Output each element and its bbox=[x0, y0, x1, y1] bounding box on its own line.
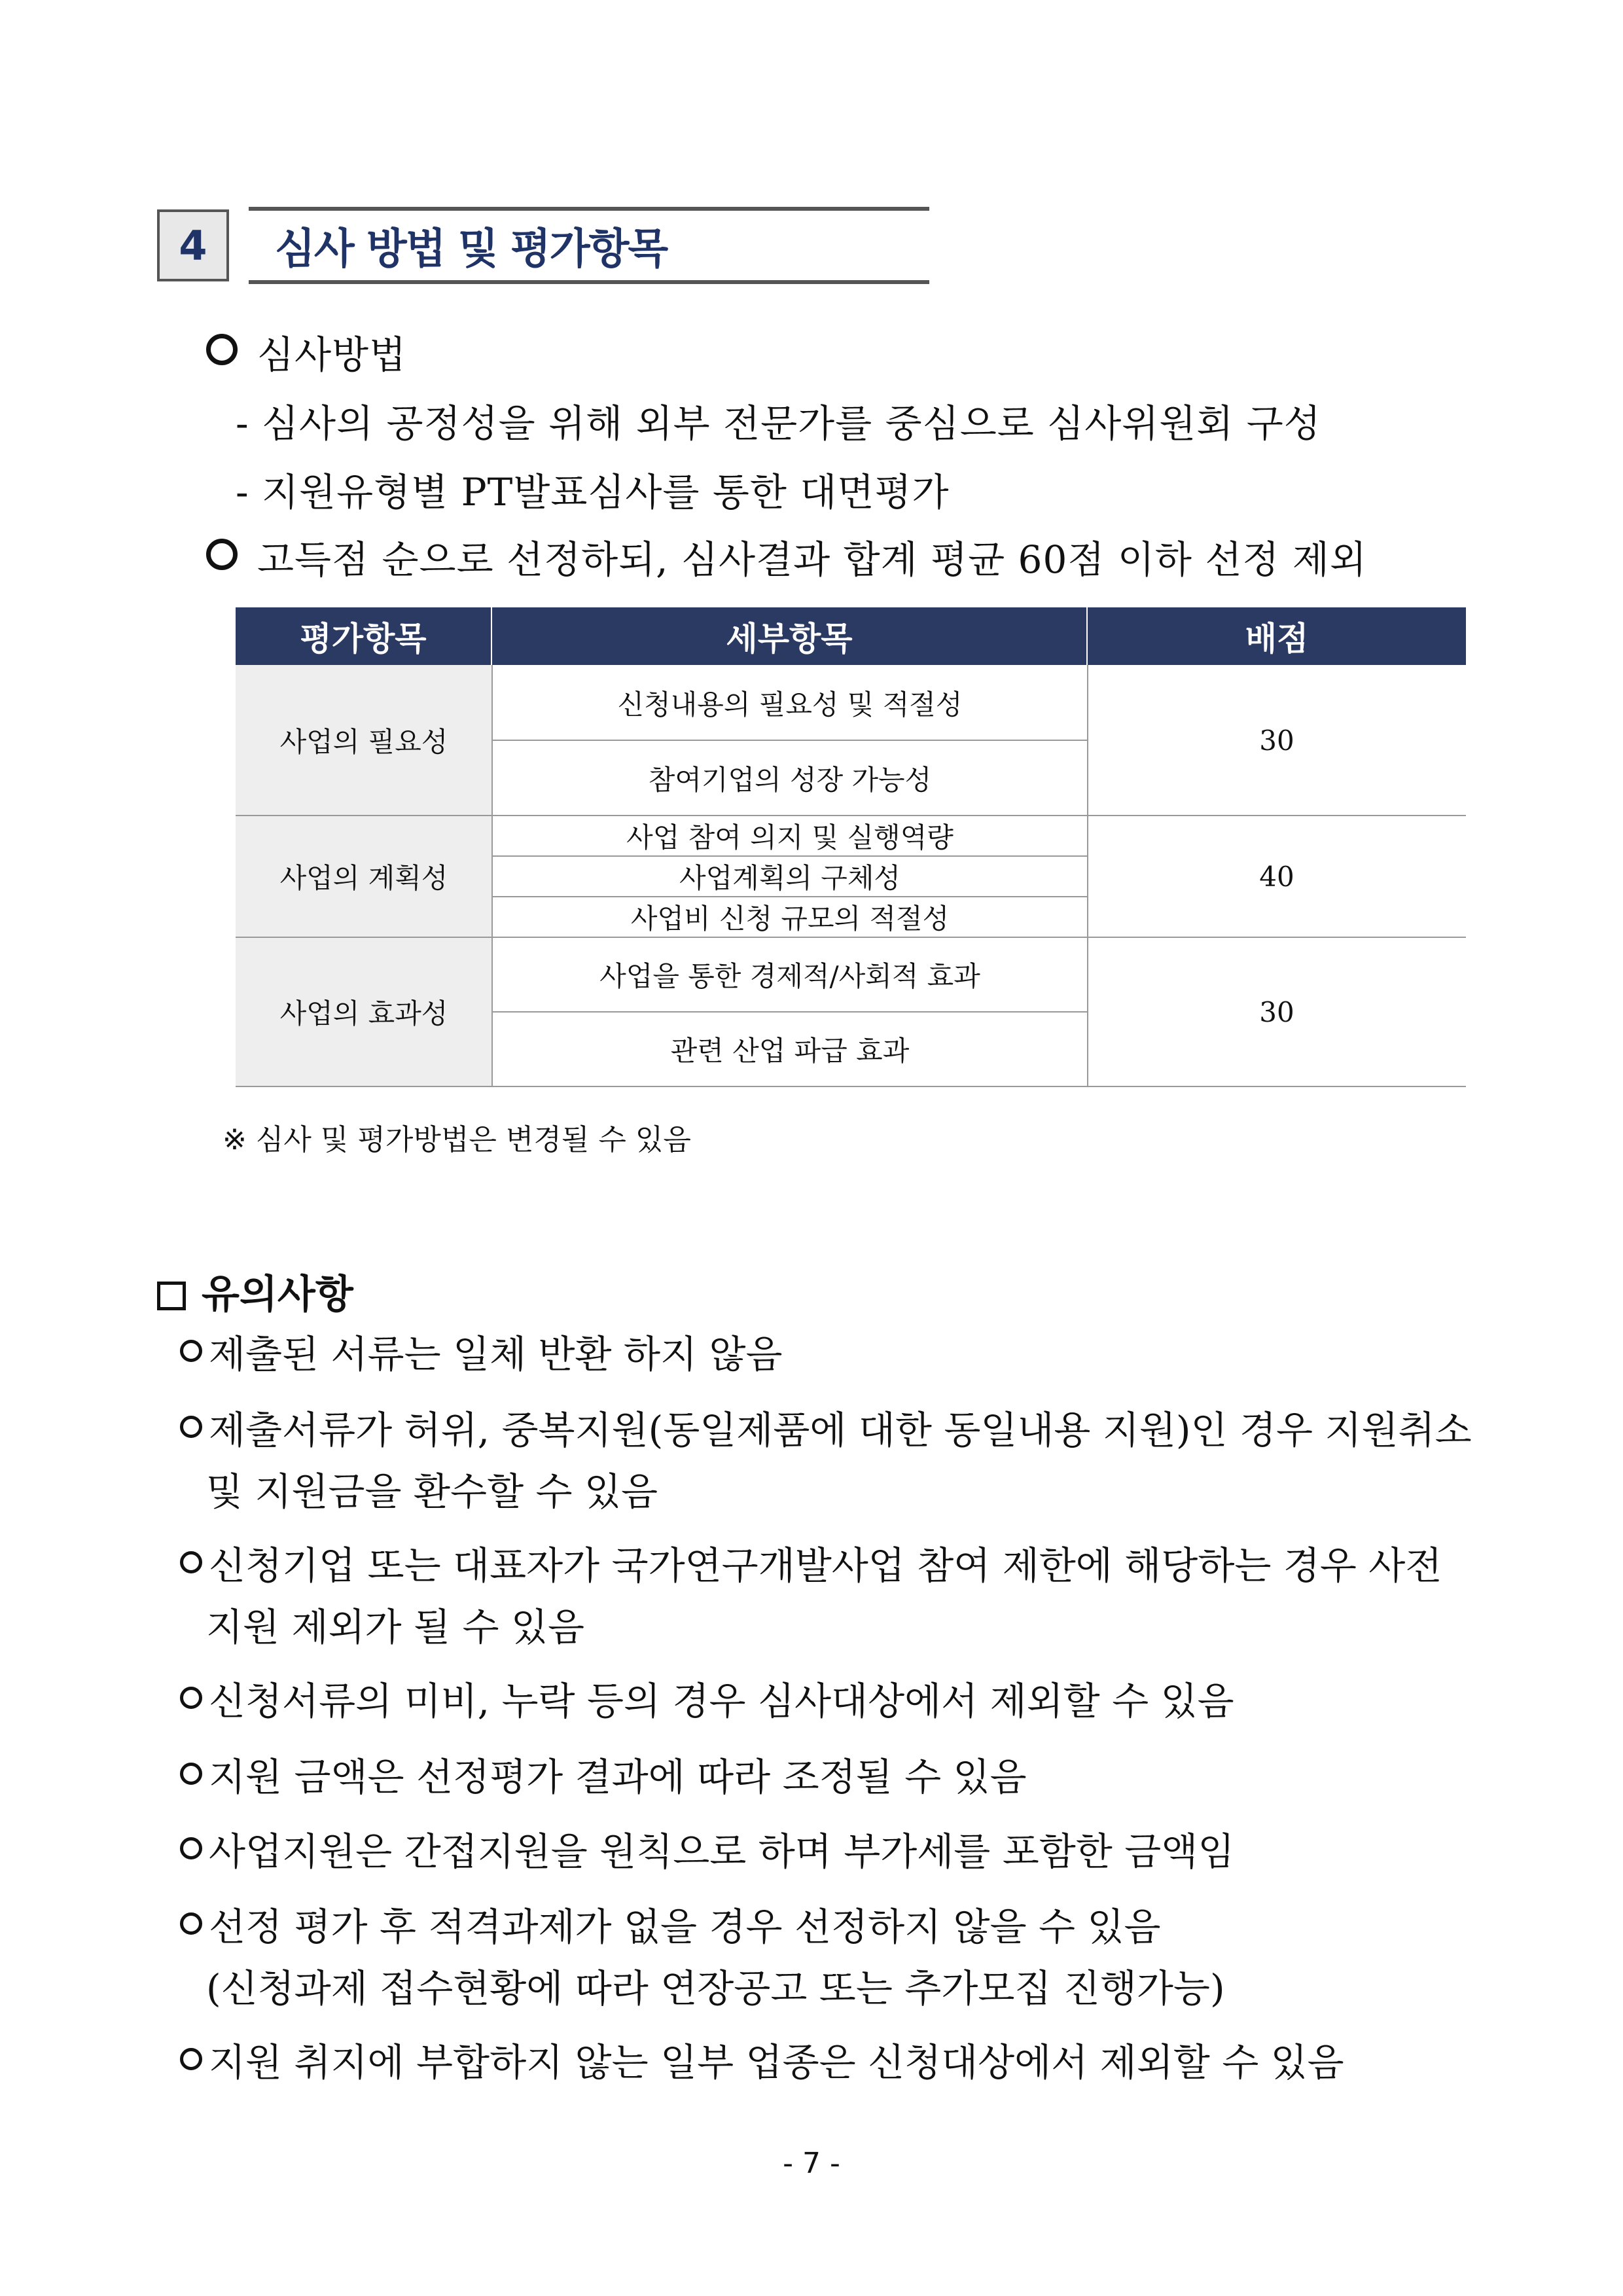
table-divider bbox=[236, 1086, 1466, 1087]
notice-title: 유의사항 bbox=[202, 1272, 353, 1318]
notice-item bbox=[180, 1399, 1476, 1522]
table-divider bbox=[236, 815, 1466, 816]
table-divider bbox=[236, 937, 1466, 938]
small-circle-icon bbox=[180, 1551, 202, 1573]
selection-text: 고득점 순으로 선정하되, 심사결과 합계 평균 60점 이하 선정 제외 bbox=[257, 537, 1367, 582]
score-cell: 30 bbox=[1259, 996, 1294, 1028]
score-cell: 30 bbox=[1259, 724, 1294, 757]
notice-text: 사업지원은 간접지원을 원칙으로 하며 부가세를 포함한 금액임 bbox=[209, 1829, 1235, 1874]
small-circle-icon bbox=[180, 1416, 202, 1438]
section-title: 심사 방법 및 평가항목 bbox=[275, 225, 668, 274]
notice-text-cont: 및 지원금을 환수할 수 있음 bbox=[206, 1469, 658, 1514]
page-number: - 7 - bbox=[783, 2147, 840, 2180]
detail-cell: 참여기업의 성장 가능성 bbox=[648, 763, 932, 796]
category-cell: 사업의 필요성 bbox=[236, 665, 492, 816]
notice-item bbox=[180, 1821, 1476, 1882]
notice-text: 신청기업 또는 대표자가 국가연구개발사업 참여 제한에 해당하는 경우 사전 bbox=[209, 1543, 1442, 1588]
small-circle-icon bbox=[180, 1763, 202, 1785]
detail-cell: 신청내용의 필요성 및 적절성 bbox=[617, 688, 963, 721]
category-cell: 사업의 계획성 bbox=[236, 816, 492, 937]
detail-cell: 사업계획의 구체성 bbox=[679, 862, 901, 894]
notice-item bbox=[180, 1896, 1476, 2019]
notice-text-cont: 지원 제외가 될 수 있음 bbox=[206, 1605, 584, 1649]
notice-item bbox=[180, 1323, 1476, 1385]
small-circle-icon bbox=[180, 1687, 202, 1709]
section-number: 4 bbox=[157, 209, 229, 281]
notice-item bbox=[180, 1535, 1476, 1658]
detail-cell: 사업 참여 의지 및 실행역량 bbox=[626, 821, 954, 853]
notice-text: 제출된 서류는 일체 반환 하지 않음 bbox=[209, 1332, 783, 1376]
header-score: 배점 bbox=[1245, 620, 1309, 658]
notice-item bbox=[180, 1670, 1476, 1732]
review-sub1: - 심사의 공정성을 위해 외부 전문가를 중심으로 심사위원회 구성 bbox=[236, 401, 1321, 446]
small-circle-icon bbox=[180, 1340, 202, 1362]
table-divider bbox=[492, 855, 1088, 857]
notice-text: 선정 평가 후 적격과제가 없을 경우 선정하지 않을 수 있음 bbox=[209, 1905, 1161, 1949]
table-header bbox=[236, 607, 1466, 665]
table-divider bbox=[492, 740, 1088, 741]
notice-text: 지원 취지에 부합하지 않는 일부 업종은 신청대상에서 제외할 수 있음 bbox=[209, 2040, 1344, 2085]
detail-cell: 사업을 통한 경제적/사회적 효과 bbox=[599, 960, 980, 992]
table-divider bbox=[492, 1011, 1088, 1013]
notice-item bbox=[180, 2032, 1476, 2093]
table-divider bbox=[1087, 665, 1088, 1086]
square-bullet-icon bbox=[157, 1282, 186, 1310]
header-category: 평가항목 bbox=[236, 607, 492, 665]
notice-text-cont: (신청과제 접수현황에 따라 연장공고 또는 추가모집 진행가능) bbox=[206, 1966, 1225, 2011]
small-circle-icon bbox=[180, 1837, 202, 1859]
small-circle-icon bbox=[180, 1912, 202, 1935]
detail-cell: 사업비 신청 규모의 적절성 bbox=[630, 903, 950, 935]
score-cell: 40 bbox=[1259, 860, 1294, 893]
review-heading-line bbox=[206, 324, 406, 379]
selection-line bbox=[206, 529, 1367, 584]
notice-title-line bbox=[157, 1263, 353, 1319]
section-title-box bbox=[249, 207, 929, 284]
table-divider bbox=[492, 896, 1088, 897]
category-cell: 사업의 효과성 bbox=[236, 937, 492, 1086]
header-detail: 세부항목 bbox=[492, 607, 1088, 665]
notice-text: 지원 금액은 선정평가 결과에 따라 조정될 수 있음 bbox=[209, 1755, 1027, 1799]
notice-text: 신청서류의 미비, 누락 등의 경우 심사대상에서 제외할 수 있음 bbox=[209, 1679, 1234, 1723]
table-note: ※ 심사 및 평가방법은 변경될 수 있음 bbox=[223, 1123, 691, 1157]
notice-item bbox=[180, 1746, 1476, 1808]
detail-cell: 관련 산업 파급 효과 bbox=[670, 1035, 910, 1067]
small-circle-icon bbox=[180, 2048, 202, 2070]
notice-text: 제출서류가 허위, 중복지원(동일제품에 대한 동일내용 지원)인 경우 지원취소 bbox=[209, 1408, 1472, 1452]
circle-bullet-icon bbox=[206, 334, 238, 365]
circle-bullet-icon bbox=[206, 539, 238, 570]
review-sub2: - 지원유형별 PT발표심사를 통한 대면평가 bbox=[236, 470, 950, 514]
table-divider bbox=[491, 665, 493, 1086]
review-heading: 심사방법 bbox=[257, 332, 407, 377]
